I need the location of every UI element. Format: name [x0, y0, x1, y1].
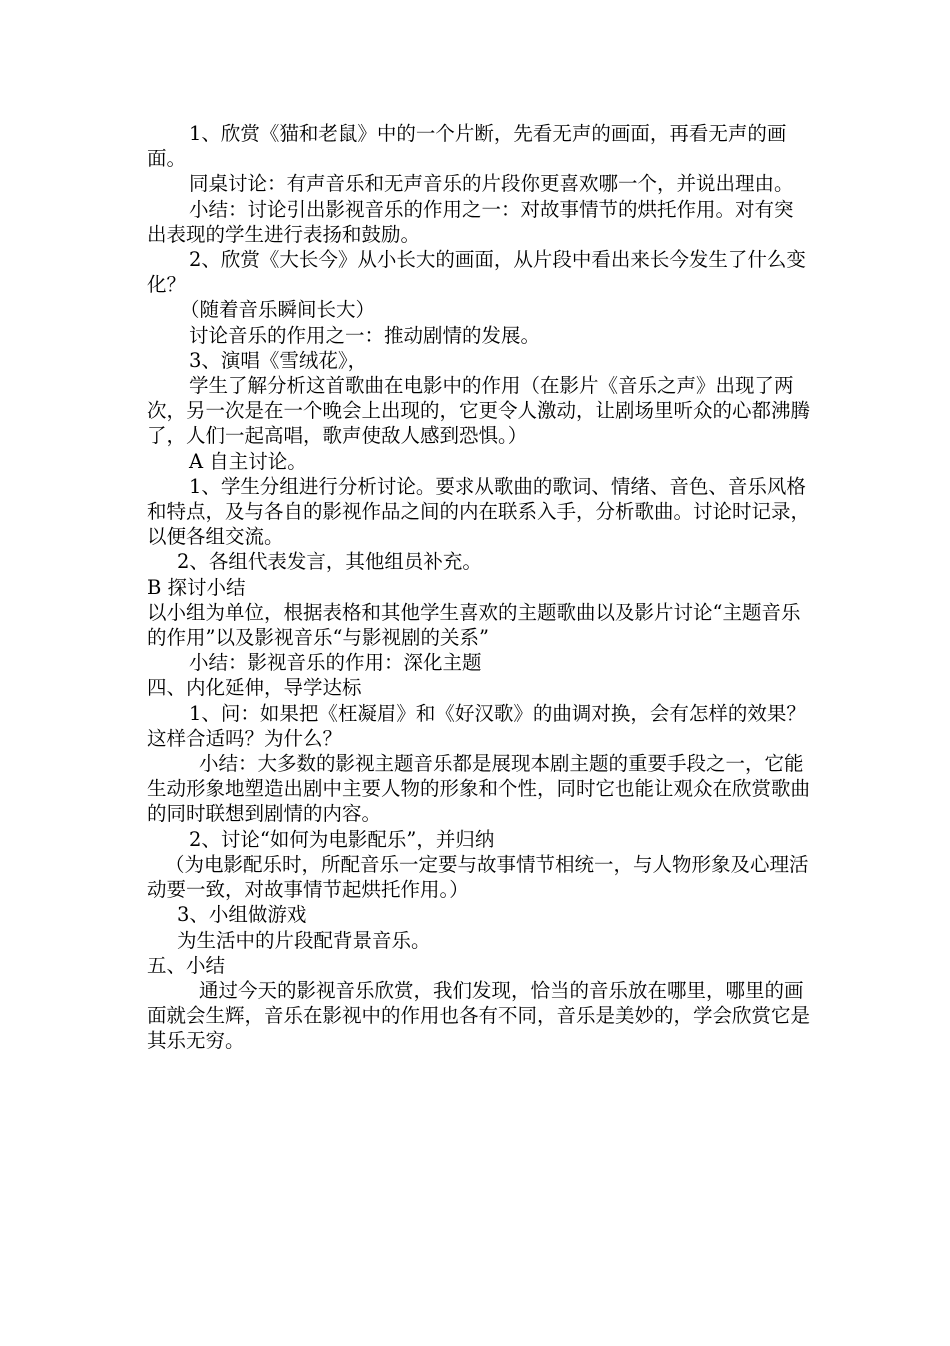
paragraph: 小结：讨论引出影视音乐的作用之一：对故事情节的烘托作用。对有突出表现的学生进行表扬和鼓励。 [147, 197, 794, 246]
paragraph: 1、问：如果把《枉凝眉》和《好汉歌》的曲调对换，会有怎样的效果？这样合适吗？为什么？ [147, 701, 806, 750]
paragraph: 3、演唱《雪绒花》， [189, 348, 368, 372]
paragraph: 以小组为单位，根据表格和其他学生喜欢的主题歌曲以及影片讨论“主题音乐的作用”以及影视音乐“与影视剧的关系” [147, 600, 801, 650]
paragraph: 通过今天的影视音乐欣赏，我们发现，恰当的音乐放在哪里，哪里的画面就会生辉，音乐在影视中的作用也各有不同，音乐是美妙的，学会欣赏它是其乐无穷。 [147, 978, 811, 1053]
paragraph: 2、各组代表发言，其他组员补充。 [177, 550, 482, 574]
paragraph: A 自主讨论。 [189, 449, 307, 473]
paragraph: 同桌讨论：有声音乐和无声音乐的片段你更喜欢哪一个，并说出理由。 [189, 172, 794, 196]
paragraph: 小结：大多数的影视主题音乐都是展现本剧主题的重要手段之一，它能生动形象地塑造出剧中主要人物的形象和个性，同时它也能让观众在欣赏歌曲的同时联想到剧情的内容。 [147, 752, 811, 826]
paragraph: 学生了解分析这首歌曲在电影中的作用（在影片《音乐之声》出现了两次，另一次是在一个晚会上出现的，它更令人激动，让剧场里听众的心都沸腾了，人们一起高唱，歌声使敌人感到恐惧。） [147, 374, 811, 448]
paragraph: 2、欣赏《大长今》从小长大的画面，从片段中看出来长今发生了什么变化？ [147, 248, 806, 297]
paragraph: B 探讨小结 [147, 575, 246, 599]
paragraph: 为生活中的片段配背景音乐。 [177, 928, 431, 952]
paragraph: 3、小组做游戏 [177, 903, 307, 927]
paragraph: 1、学生分组进行分析讨论。要求从歌曲的歌词、情绪、音色、音乐风格和特点，及与各自的影视作品之间的内在联系入手，分析歌曲。讨论时记录，以便各组交流。 [147, 474, 811, 549]
paragraph: 小结：影视音乐的作用：深化主题 [189, 651, 482, 675]
section-heading: 四、内化延伸，导学达标 [147, 676, 362, 700]
paragraph: 2、讨论“如何为电影配乐”，并归纳 [189, 827, 495, 851]
paragraph: （随着音乐瞬间长大） [180, 298, 376, 322]
section-heading: 五、小结 [147, 953, 226, 977]
paragraph: （为电影配乐时，所配音乐一定要与故事情节相统一，与人物形象及心理活动要一致，对故事情节起烘托作用。） [147, 852, 809, 902]
paragraph: 讨论音乐的作用之一：推动剧情的发展。 [189, 323, 541, 347]
document-body [147, 121, 812, 1054]
paragraph: 1、欣赏《猫和老鼠》中的一个片断，先看无声的画面，再看无声的画面。 [147, 122, 787, 171]
